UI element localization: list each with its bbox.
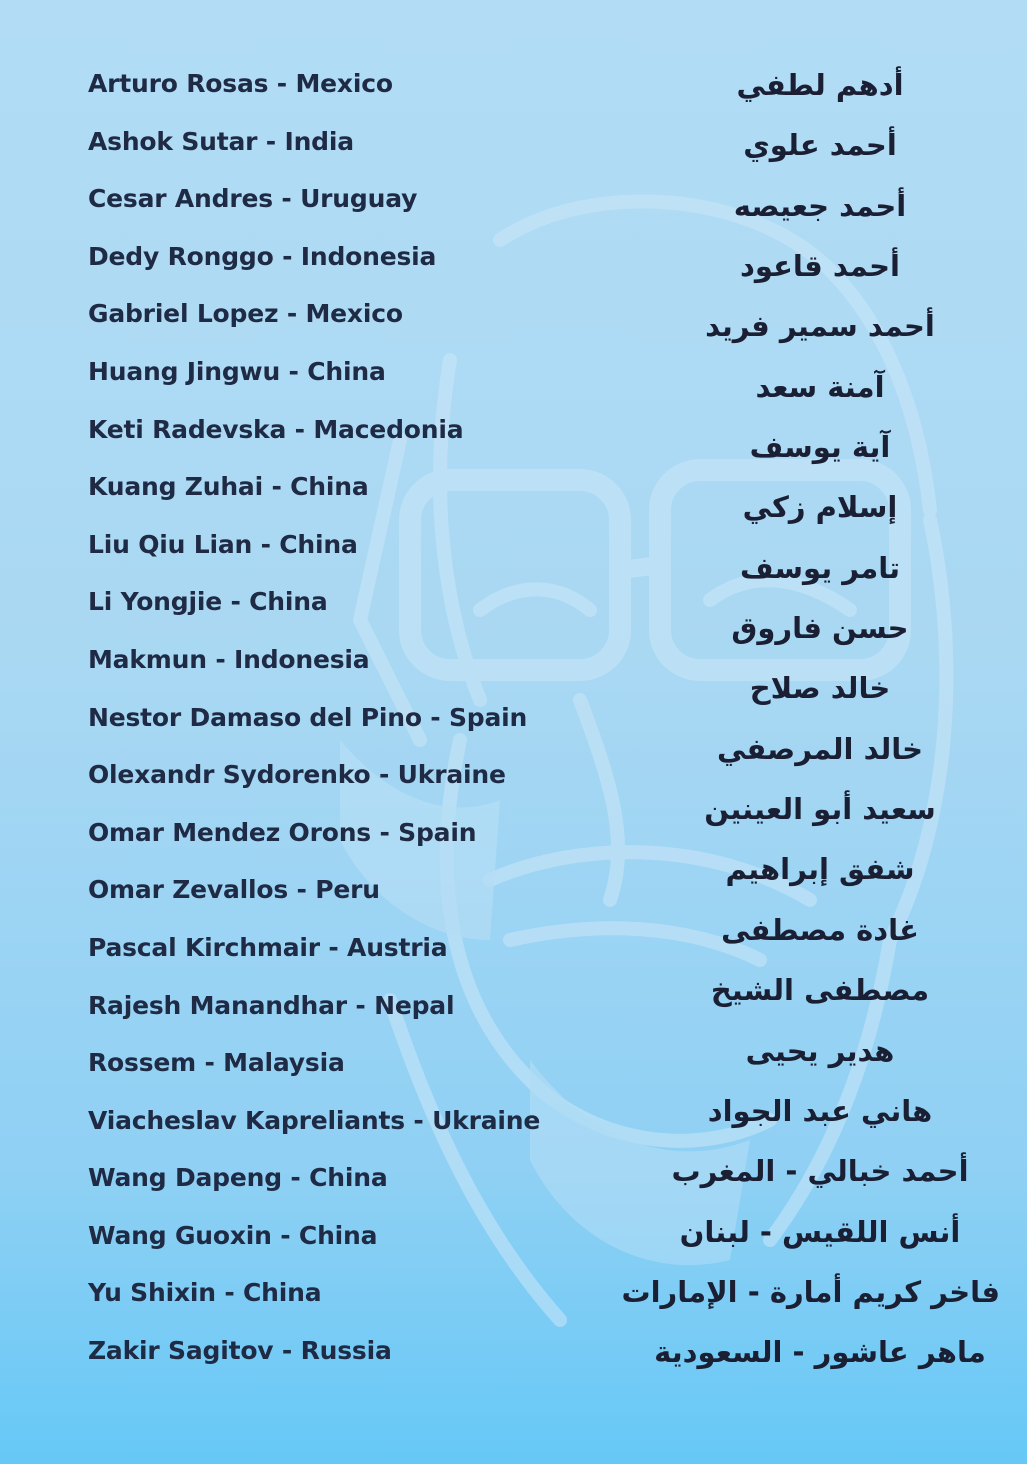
list-item: Makmun - Indonesia	[88, 644, 370, 674]
list-item: Nestor Damaso del Pino - Spain	[88, 702, 528, 732]
list-item: Rossem - Malaysia	[88, 1048, 345, 1078]
list-item: فاخر كريم أمارة - الإمارات	[621, 1274, 1000, 1309]
list-item: Ashok Sutar - India	[88, 126, 354, 156]
list-item: سعيد أبو العينين	[704, 792, 936, 827]
list-item: هدير يحيى	[745, 1033, 895, 1068]
list-item: Wang Guoxin - China	[88, 1220, 378, 1250]
list-item: Arturo Rosas - Mexico	[88, 69, 393, 98]
list-item: Gabriel Lopez - Mexico	[88, 299, 403, 329]
list-item: Yu Shixin - China	[88, 1278, 322, 1308]
list-item: Cesar Andres - Uruguay	[88, 184, 418, 214]
list-item: خالد صلاح	[749, 671, 891, 706]
list-item: Viacheslav Kapreliants - Ukraine	[88, 1105, 541, 1135]
list-item: Wang Dapeng - China	[88, 1163, 388, 1193]
list-item: أحمد جعيصه	[733, 188, 907, 223]
list-item: Liu Qiu Lian - China	[88, 529, 358, 559]
list-item: Li Yongjie - China	[88, 587, 328, 617]
list-item: غادة مصطفى	[721, 912, 919, 947]
list-item: Omar Zevallos - Peru	[88, 875, 380, 905]
list-item: Rajesh Manandhar - Nepal	[88, 990, 455, 1020]
list-item: أحمد علوي	[743, 128, 897, 163]
list-item: آية يوسف	[749, 430, 891, 465]
list-item: تامر يوسف	[740, 550, 900, 585]
list-item: آمنة سعد	[755, 369, 885, 404]
arabic-artists-list	[621, 60, 1000, 1388]
list-item: Keti Radevska - Macedonia	[88, 414, 464, 444]
list-item: أدهم لطفي	[736, 68, 904, 102]
list-item: هاني عبد الجواد	[707, 1093, 933, 1128]
list-item: Olexandr Sydorenko - Ukraine	[88, 760, 506, 790]
list-item: Zakir Sagitov - Russia	[88, 1336, 392, 1366]
list-item: Pascal Kirchmair - Austria	[88, 932, 448, 962]
list-item: Huang Jingwu - China	[88, 356, 386, 386]
list-item: Dedy Ronggo - Indonesia	[88, 241, 437, 271]
list-item: أحمد سمير فريد	[705, 309, 935, 344]
list-item: إسلام زكي	[742, 490, 898, 525]
list-item: Omar Mendez Orons - Spain	[88, 817, 477, 847]
list-item: خالد المرصفي	[716, 731, 924, 766]
list-item: ماهر عاشور - السعودية	[654, 1335, 986, 1370]
list-item: مصطفى الشيخ	[710, 973, 930, 1008]
list-item: أحمد خبالي - المغرب	[671, 1154, 969, 1189]
list-item: أنس اللقيس - لبنان	[679, 1214, 961, 1249]
list-item: حسن فاروق	[731, 611, 909, 646]
list-item: شفق إبراهيم	[725, 852, 915, 887]
international-artists-list	[88, 62, 648, 1387]
list-item: أحمد قاعود	[740, 249, 900, 284]
list-item: Kuang Zuhai - China	[88, 472, 369, 502]
